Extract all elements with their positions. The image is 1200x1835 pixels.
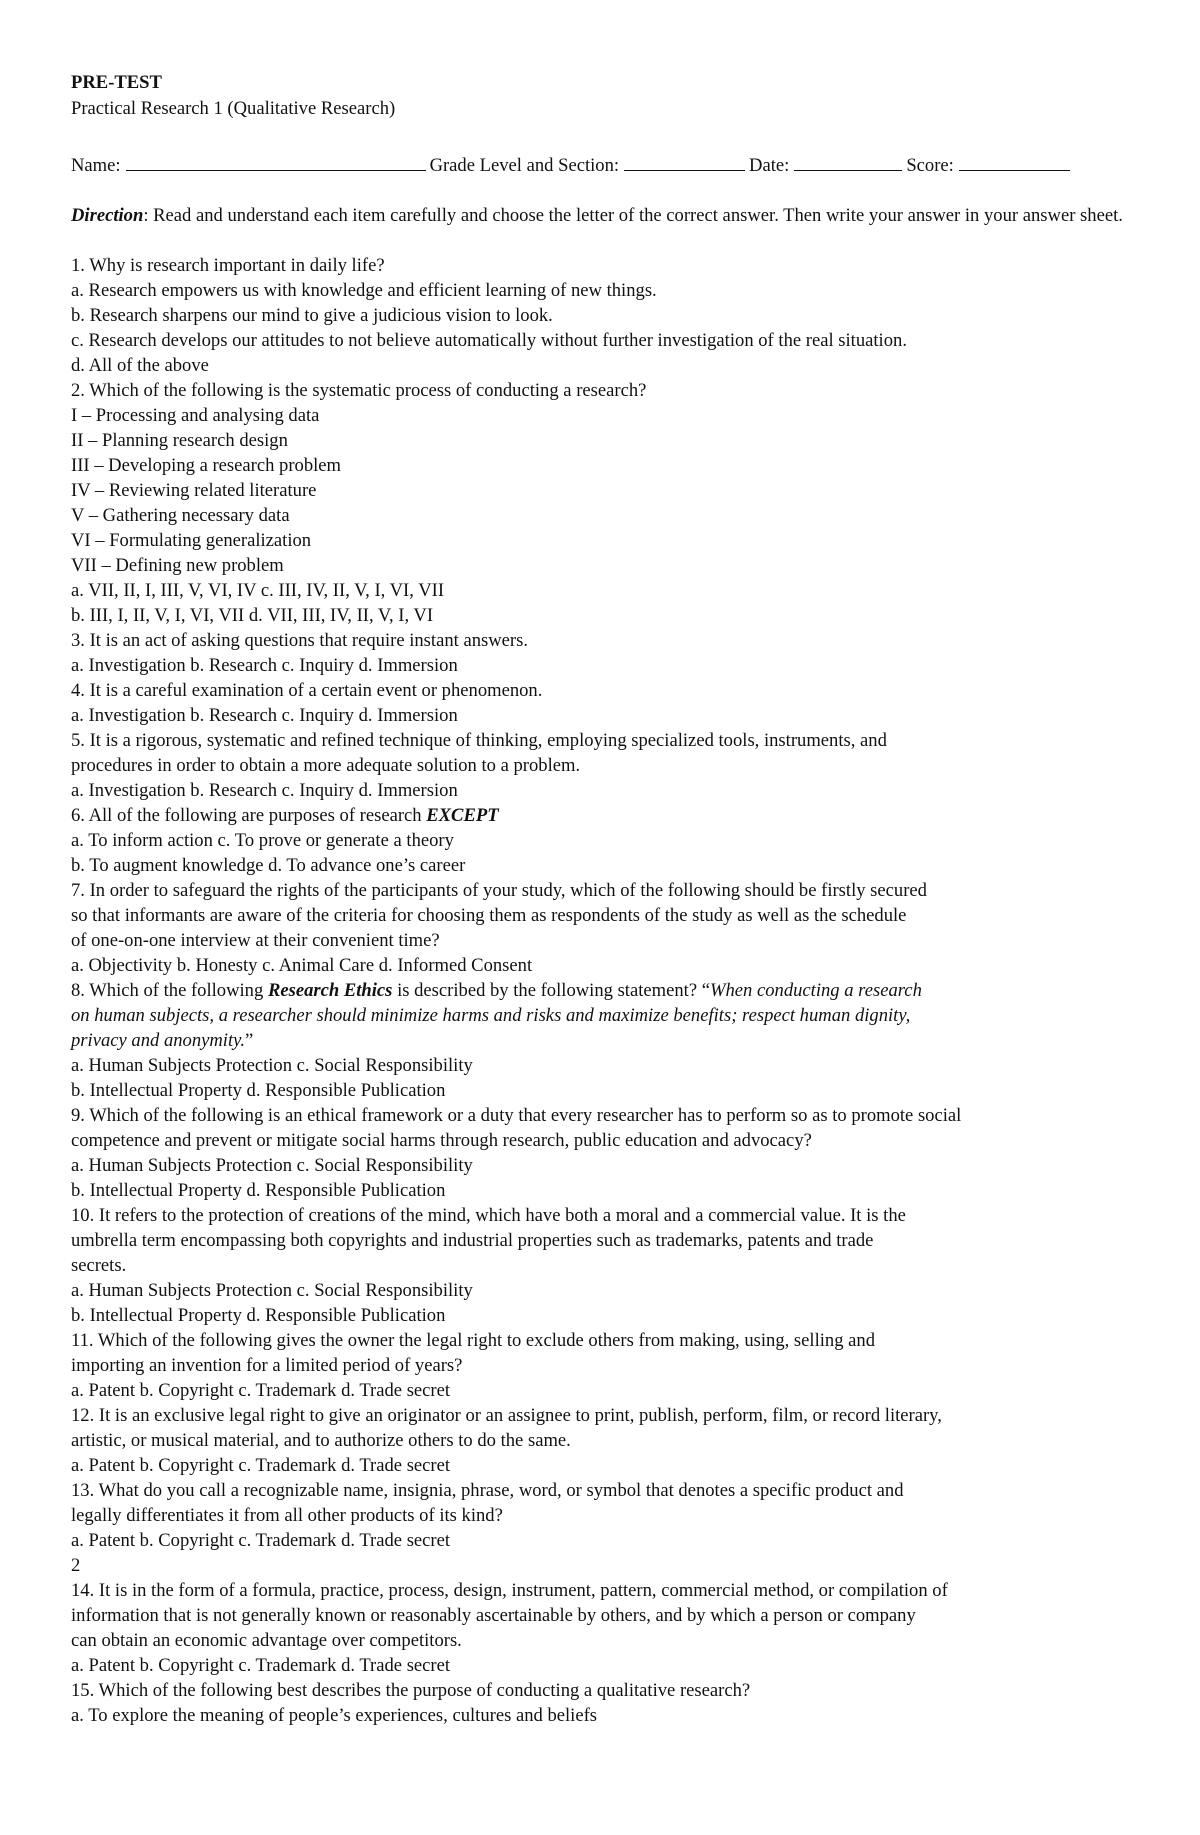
text-line: artistic, or musical material, and to authorize others to do the same. <box>71 1430 571 1451</box>
direction-label: Direction <box>71 205 144 226</box>
text-line: b. Intellectual Property d. Responsible Publication <box>71 1305 446 1326</box>
text-line: c. Research develops our attitudes to not believe automatically without further investigation of the real situation. <box>71 330 907 351</box>
text-line: a. Objectivity b. Honesty c. Animal Care d. Informed Consent <box>71 955 533 976</box>
research-ethics-emphasis: Research Ethics <box>267 980 393 1001</box>
text-line: I – Processing and analysing data <box>71 405 320 426</box>
text-line: 4. It is a careful examination of a certain event or phenomenon. <box>71 680 543 701</box>
text-line: a. To explore the meaning of people’s experiences, cultures and beliefs <box>71 1705 598 1726</box>
text-line: 7. In order to safeguard the rights of the participants of your study, which of the following should be firstly secured <box>71 880 927 901</box>
questions-6-to-7 <box>71 828 1141 978</box>
name-field[interactable] <box>126 152 426 171</box>
text-line: a. Patent b. Copyright c. Trademark d. Trade secret <box>71 1655 451 1676</box>
text-line: b. III, I, II, V, I, VI, VII d. VII, III, IV, II, V, I, VI <box>71 605 434 626</box>
text-line: a. Patent b. Copyright c. Trademark d. Trade secret <box>71 1530 451 1551</box>
text-line: b. To augment knowledge d. To advance one’s career <box>71 855 466 876</box>
text-line: a. VII, II, I, III, V, VI, IV c. III, IV, II, V, I, VI, VII <box>71 580 445 601</box>
score-field[interactable] <box>959 152 1070 171</box>
direction-paragraph <box>71 203 1141 228</box>
question-8-line-3: privacy and anonymity.” <box>71 1030 254 1051</box>
text-line: a. To inform action c. To prove or generate a theory <box>71 830 454 851</box>
text-line: a. Human Subjects Protection c. Social Responsibility <box>71 1280 473 1301</box>
student-info-row <box>71 152 1141 178</box>
date-field[interactable] <box>794 152 902 171</box>
text-line: procedures in order to obtain a more adequate solution to a problem. <box>71 755 581 776</box>
text-line: a. Investigation b. Research c. Inquiry d. Immersion <box>71 655 458 676</box>
text-line: b. Research sharpens our mind to give a judicious vision to look. <box>71 305 553 326</box>
text-line: 10. It refers to the protection of creations of the mind, which have both a moral and a commercial value. It is the <box>71 1205 906 1226</box>
text-line: b. Intellectual Property d. Responsible Publication <box>71 1080 446 1101</box>
text-line: of one-on-one interview at their convenient time? <box>71 930 440 951</box>
page-title: PRE-TEST <box>71 72 162 93</box>
text-line: III – Developing a research problem <box>71 455 342 476</box>
text-line: 3. It is an act of asking questions that require instant answers. <box>71 630 528 651</box>
text-line: IV – Reviewing related literature <box>71 480 317 501</box>
text-line: 11. Which of the following gives the owner the legal right to exclude others from making, using, selling and <box>71 1330 876 1351</box>
text-line: V – Gathering necessary data <box>71 505 290 526</box>
except-emphasis: EXCEPT <box>426 805 499 826</box>
text-line: 13. What do you call a recognizable name, insignia, phrase, word, or symbol that denotes a specific product and <box>71 1480 904 1501</box>
text-line: b. Intellectual Property d. Responsible Publication <box>71 1180 446 1201</box>
text-line: importing an invention for a limited period of years? <box>71 1355 463 1376</box>
text-line: 9. Which of the following is an ethical framework or a duty that every researcher has to perform so as to promote social <box>71 1105 962 1126</box>
questions-8-to-15 <box>71 1053 1141 1728</box>
text-line: 5. It is a rigorous, systematic and refined technique of thinking, employing specialized tools, instruments, and <box>71 730 887 751</box>
grade-section-field[interactable] <box>624 152 745 171</box>
text-line: a. Patent b. Copyright c. Trademark d. Trade secret <box>71 1380 451 1401</box>
text-line: a. Patent b. Copyright c. Trademark d. Trade secret <box>71 1455 451 1476</box>
text-line: 2. Which of the following is the systematic process of conducting a research? <box>71 380 647 401</box>
score-label: Score: <box>906 155 954 176</box>
name-label: Name: <box>71 155 121 176</box>
text-line: can obtain an economic advantage over competitors. <box>71 1630 462 1651</box>
text-line: umbrella term encompassing both copyrights and industrial properties such as trademarks, patents and trade <box>71 1230 874 1251</box>
text-line: secrets. <box>71 1255 127 1276</box>
text-line: 12. It is an exclusive legal right to give an originator or an assignee to print, publish, perform, film, or record literary, <box>71 1405 942 1426</box>
text-line: 14. It is in the form of a formula, practice, process, design, instrument, pattern, commercial method, or compilation of <box>71 1580 948 1601</box>
text-line: VI – Formulating generalization <box>71 530 312 551</box>
text-line: a. Investigation b. Research c. Inquiry d. Immersion <box>71 780 458 801</box>
text-line: 2 <box>71 1555 81 1576</box>
text-line: II – Planning research design <box>71 430 288 451</box>
text-line: information that is not generally known or reasonably ascertainable by others, and by which a person or company <box>71 1605 916 1626</box>
text-line: a. Investigation b. Research c. Inquiry d. Immersion <box>71 705 458 726</box>
question-6-stem: 6. All of the following are purposes of research EXCEPT <box>71 805 499 826</box>
text-line: legally differentiates it from all other products of its kind? <box>71 1505 503 1526</box>
question-8-line-2: on human subjects, a researcher should minimize harms and risks and maximize benefits; respect human dignity, <box>71 1005 911 1026</box>
text-line: 15. Which of the following best describes the purpose of conducting a qualitative research? <box>71 1680 751 1701</box>
question-8-line-1: 8. Which of the following Research Ethics is described by the following statement? “When conducting a research <box>71 980 922 1001</box>
text-line: a. Human Subjects Protection c. Social Responsibility <box>71 1155 473 1176</box>
text-line: VII – Defining new problem <box>71 555 284 576</box>
date-label: Date: <box>749 155 790 176</box>
text-line: competence and prevent or mitigate social harms through research, public education and advocacy? <box>71 1130 812 1151</box>
direction-text: : Read and understand each item carefully and choose the letter of the correct answer. Then write your answer in your answer sheet. <box>143 205 1123 226</box>
grade-section-label: Grade Level and Section: <box>429 155 620 176</box>
text-line: a. Research empowers us with knowledge and efficient learning of new things. <box>71 280 657 301</box>
text-line: 1. Why is research important in daily life? <box>71 255 385 276</box>
text-line: d. All of the above <box>71 355 209 376</box>
text-line: so that informants are aware of the criteria for choosing them as respondents of the study as well as the schedule <box>71 905 907 926</box>
text-line: a. Human Subjects Protection c. Social Responsibility <box>71 1055 473 1076</box>
document-page <box>71 70 1141 1728</box>
questions-1-to-5 <box>71 253 1141 803</box>
page-subtitle: Practical Research 1 (Qualitative Research) <box>71 98 396 119</box>
